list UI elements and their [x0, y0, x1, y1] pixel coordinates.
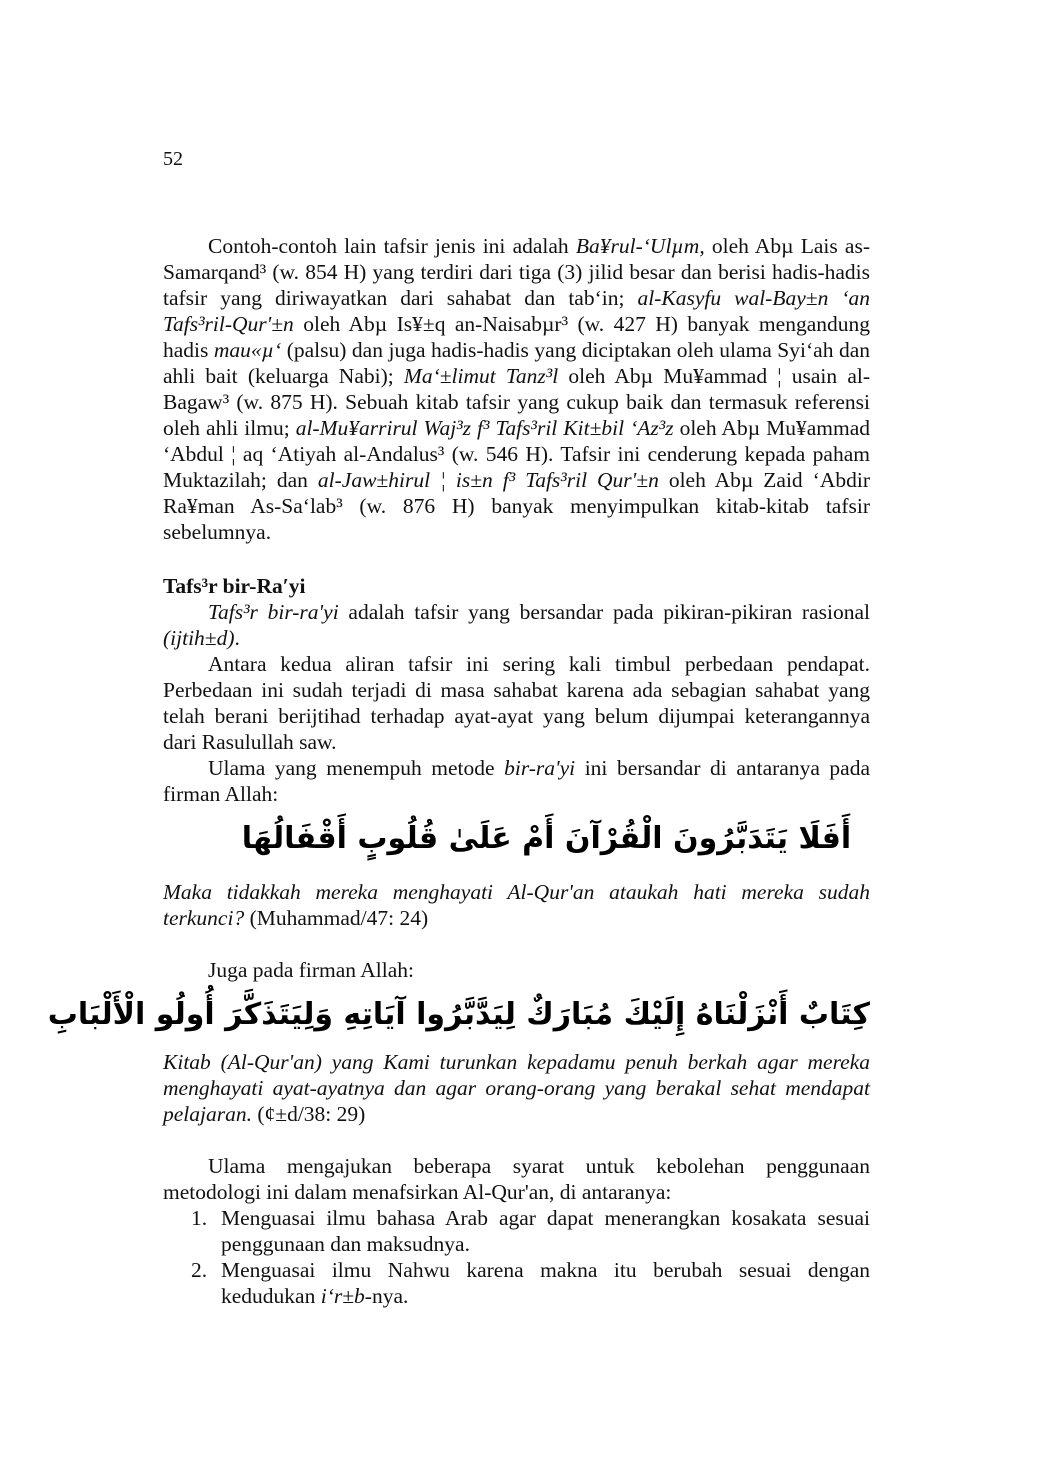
spacer — [163, 1127, 870, 1153]
paragraph-requirements: Ulama mengajukan beberapa syarat untuk kebolehan penggunaan metodologi ini dalam menafsirkan Al-Qur'an, di antaranya: — [163, 1154, 870, 1204]
page-body — [47, 233, 871, 1309]
arabic-verse-2: كِتَابٌ أَنْزَلْنَاهُ إِلَيْكَ مُبَارَكٌ لِيَدَّبَّرُوا آيَاتِهِ وَلِيَتَذَكَّرَ أُولُو الْأَلْبَابِ — [47, 997, 870, 1032]
section-heading: Tafs³r bir-Ra′yi — [163, 574, 306, 598]
paragraph-examples: Contoh-contoh lain tafsir jenis ini adalah Ba¥rul-‘Ulµm, oleh Abµ Lais as-Samarqand³ (w. 854 H) yang terdiri dari tiga (3) jilid besar dan berisi hadis-hadis tafsir yang diriwayatkan dari sahabat dan tab‘in; al-Kasyfu wal-Bay±n ‘an Tafs³ril-Qur'±n oleh Abµ Is¥±q an-Naisabµr³ (w. 427 H) banyak mengandung hadis mau«µ‘ (palsu) dan juga hadis-hadis yang diciptakan oleh ulama Syi‘ah dan ahli bait (keluarga Nabi); Ma‘±limut Tanz³l oleh Abµ Mu¥ammad ¦ usain al-Bagaw³ (w. 875 H). Sebuah kitab tafsir yang cukup baik dan termasuk referensi oleh ahli ilmu; al-Mu¥arrirul Waj³z f³ Tafs³ril Kit±bil ‘Az³z oleh Abµ Mu¥ammad ‘Abdul ¦ aq ‘Atiyah al-Andalus³ (w. 546 H). Tafsir ini cenderung kepada paham Muktazilah; dan al-Jaw±hirul ¦ is±n f³ Tafs³ril Qur'±n oleh Abµ Zaid ‘Abdir Ra¥man As-Sa‘lab³ (w. 876 H) banyak menyimpulkan kitab-kitab tafsir sebelumnya. — [163, 234, 871, 544]
arabic-verse-1: أَفَلَا يَتَدَبَّرُونَ الْقُرْآنَ أَمْ عَلَىٰ قُلُوبٍ أَقْفَالُهَا — [241, 821, 852, 856]
page-number: 52 — [163, 148, 183, 170]
paragraph-disagreement: Antara kedua aliran tafsir ini sering kali timbul perbedaan pendapat. Perbedaan ini sudah terjadi di masa sahabat karena ada sebagian sahabat yang telah berani berijtihad terhadap ayat-ayat yang belum dijumpai keterangannya dari Rasulullah saw. — [163, 652, 870, 754]
translation-1: Maka tidakkah mereka menghayati Al-Qur'an ataukah hati mereka sudah terkunci? (Muhammad/47: 24) — [163, 880, 870, 930]
list-item: 2. Menguasai ilmu Nahwu karena makna itu berubah sesuai dengan kedudukan i‘r±b-nya. — [191, 1258, 870, 1308]
translation-2: Kitab (Al-Qur'an) yang Kami turunkan kepadamu penuh berkah agar mereka menghayati ayat-ayatnya dan agar orang-orang yang berakal sehat mendapat pelajaran. (¢±d/38: 29) — [163, 1050, 870, 1126]
requirements-list — [163, 1205, 870, 1309]
spacer — [163, 931, 870, 957]
paragraph-definition: Tafs³r bir-ra'yi adalah tafsir yang bersandar pada pikiran-pikiran rasional (ijtih±d). — [163, 600, 870, 650]
paragraph-method: Ulama yang menempuh metode bir-ra'yi ini bersandar di antaranya pada firman Allah: — [163, 756, 870, 806]
list-item: 1. Menguasai ilmu bahasa Arab agar dapat menerangkan kosakata sesuai penggunaan dan maksudnya. — [191, 1206, 870, 1256]
paragraph-also: Juga pada firman Allah: — [208, 958, 414, 982]
